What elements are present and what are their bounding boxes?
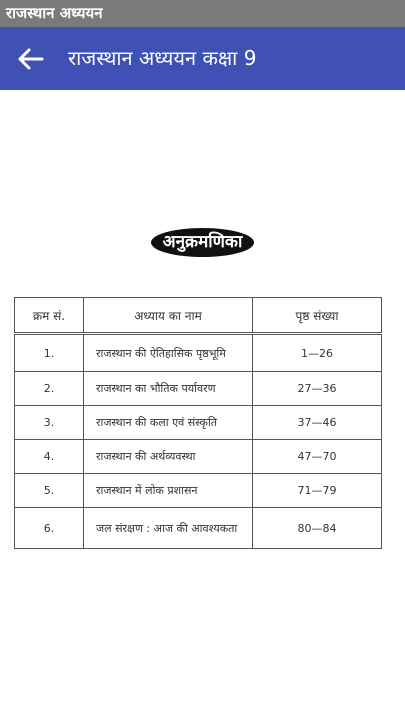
chapter-number: 6.: [15, 508, 84, 549]
table-row: [15, 474, 382, 508]
chapter-number: 2.: [15, 372, 84, 406]
chapter-number: 3.: [15, 406, 84, 440]
status-bar: [0, 0, 405, 27]
app-bar: [0, 27, 405, 90]
chapter-name: राजस्थान का भौतिक पर्यावरण: [84, 372, 253, 406]
column-header-number: क्रम सं.: [15, 298, 84, 334]
chapter-pages: 80—84: [253, 508, 382, 549]
table-row: [15, 406, 382, 440]
index-heading-wrap: [0, 228, 405, 257]
chapter-name: राजस्थान की ऐतिहासिक पृष्ठभूमि: [84, 334, 253, 372]
chapter-name: राजस्थान की कला एवं संस्कृति: [84, 406, 253, 440]
back-button[interactable]: [10, 39, 50, 79]
chapter-number: 1.: [15, 334, 84, 372]
chapter-pages: 37—46: [253, 406, 382, 440]
chapter-pages: 27—36: [253, 372, 382, 406]
chapter-name: राजस्थान में लोक प्रशासन: [84, 474, 253, 508]
document-page: [0, 90, 405, 720]
chapter-pages: 71—79: [253, 474, 382, 508]
chapter-number: 5.: [15, 474, 84, 508]
chapter-name: जल संरक्षण : आज की आवश्यकता: [84, 508, 253, 549]
app-bar-title: राजस्थान अध्ययन कक्षा 9: [68, 46, 257, 70]
table-row: [15, 440, 382, 474]
index-heading: अनुक्रमणिका: [151, 228, 255, 257]
table-row: [15, 508, 382, 549]
chapter-name: राजस्थान की अर्थव्यवस्था: [84, 440, 253, 474]
column-header-pages: पृष्ठ संख्या: [253, 298, 382, 334]
chapter-pages: 1—26: [253, 334, 382, 372]
contents-table: [14, 297, 382, 549]
column-header-chapter: अध्याय का नाम: [84, 298, 253, 334]
table-row: [15, 334, 382, 372]
table-row: [15, 372, 382, 406]
table-header-row: [15, 298, 382, 334]
status-bar-title: राजस्थान अध्ययन: [6, 4, 103, 22]
arrow-left-icon: [16, 47, 44, 71]
chapter-pages: 47—70: [253, 440, 382, 474]
chapter-number: 4.: [15, 440, 84, 474]
